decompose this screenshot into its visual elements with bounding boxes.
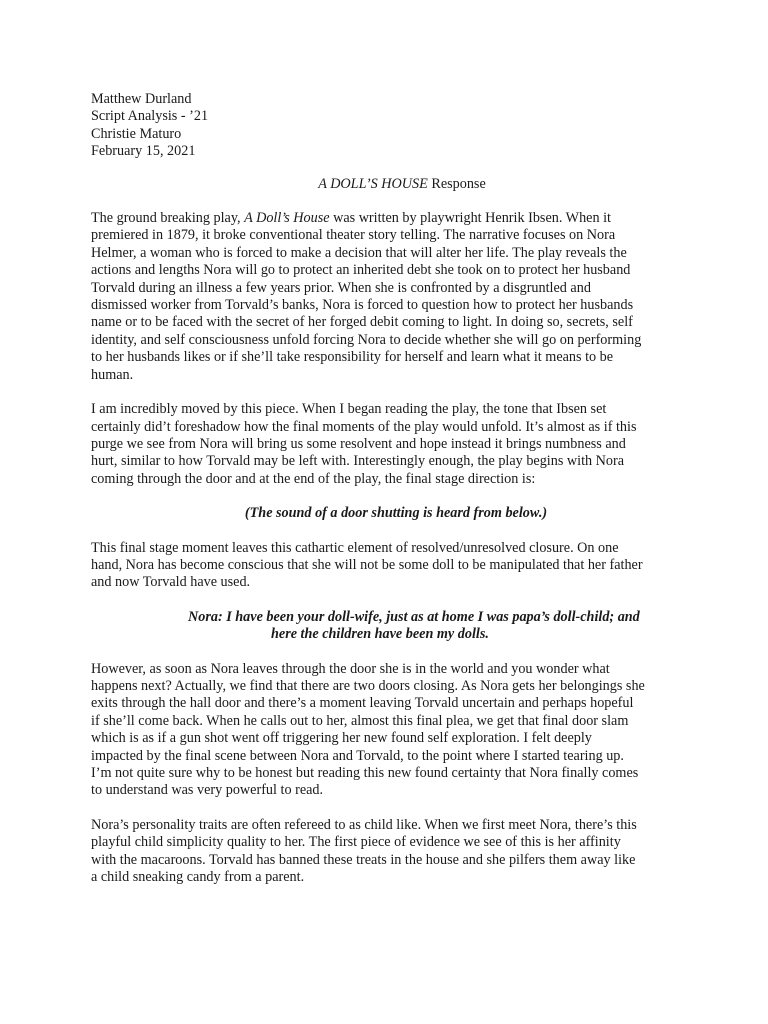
instructor-name: Christie Maturo: [91, 125, 182, 142]
title-italic: A DOLL’S HOUSE: [318, 175, 428, 192]
author-name: Matthew Durland: [91, 91, 192, 107]
paragraph-response: I am incredibly moved by this piece. When I began reading the play, the tone that Ibsen set certainly did’t foreshadow how the final moments of the play would unfold. It’s almost as if this purge we see from Nora will bring us some resolvent and hope instead it brings numbness and hurt, similar to how Torvald may be left with. Interestingly enough, the play begins with Nora coming through the door and at the end of the play, the final stage direction is:: [91, 401, 637, 487]
paragraph-intro-start: The ground breaking play,: [91, 210, 245, 227]
quote-line-2: here the children have been my dolls.: [271, 626, 489, 643]
document-page: [91, 91, 691, 886]
paragraph-closure: This final stage moment leaves this cathartic element of resolved/unresolved closure. On one hand, Nora has become conscious that she will not be some doll to be manipulated that her father and now Torvald have used.: [91, 539, 643, 591]
title-rest: Response: [427, 175, 486, 192]
course-name: Script Analysis - ’21: [91, 108, 209, 125]
document-title: [113, 176, 691, 193]
paragraph-personality: Nora’s personality traits are often refereed to as child like. When we first meet Nora, there’s this playful child simplicity quality to her. The first piece of evidence we see of this is her affinity with the macaroons. Torvald has banned these treats in the house and she pilfers them away like a child sneaking candy from a parent.: [91, 816, 637, 886]
document-date: February 15, 2021: [91, 143, 196, 160]
paragraph-doors: However, as soon as Nora leaves through the door she is in the world and you wonder what happens next? Actually, we find that there are two doors closing. As Nora gets her belongings she exits through the hall door and there’s a moment leaving Torvald uncertain and perhaps hopeful if she’ll come back. When he calls out to her, almost this final plea, we get that final door slam which is as if a gun shot went off triggering her new found self exploration. I felt deeply impacted by the final scene between Nora and Torvald, to the point where I started tearing up. I’m not quite sure why to be honest but reading this new found certainty that Nora finally comes to understand was very powerful to read.: [91, 660, 645, 799]
paragraph-intro: [91, 210, 691, 384]
header-block: [91, 91, 691, 161]
play-title-italic: A Doll’s House: [244, 210, 330, 227]
stage-direction: (The sound of a door shutting is heard from below.): [244, 505, 548, 522]
nora-quote: [91, 609, 691, 644]
quote-line-1: Nora: I have been your doll-wife, just as at home I was papa’s doll-child; and: [188, 608, 640, 625]
paragraph-intro-rest: was written by playwright Henrik Ibsen. When it premiered in 1879, it broke conventional theater story telling. The narrative focuses on Nora Helmer, a woman who is forced to make a decision that will alter her life. The play reveals the actions and lengths Nora will go to protect an inherited debt she took on to protect her husband Torvald during an illness a few years prior. When she is confronted by a disgruntled and dismissed worker from Torvald’s banks, Nora is forced to question how to protect her husbands name or to be faced with the secret of her forged debit coming to light. In doing so, secrets, self identity, and self consciousness unfold forcing Nora to decide whether she will go on performing to her husbands likes or if she’ll take responsibility for herself and learn what it means to be human.: [91, 210, 642, 383]
